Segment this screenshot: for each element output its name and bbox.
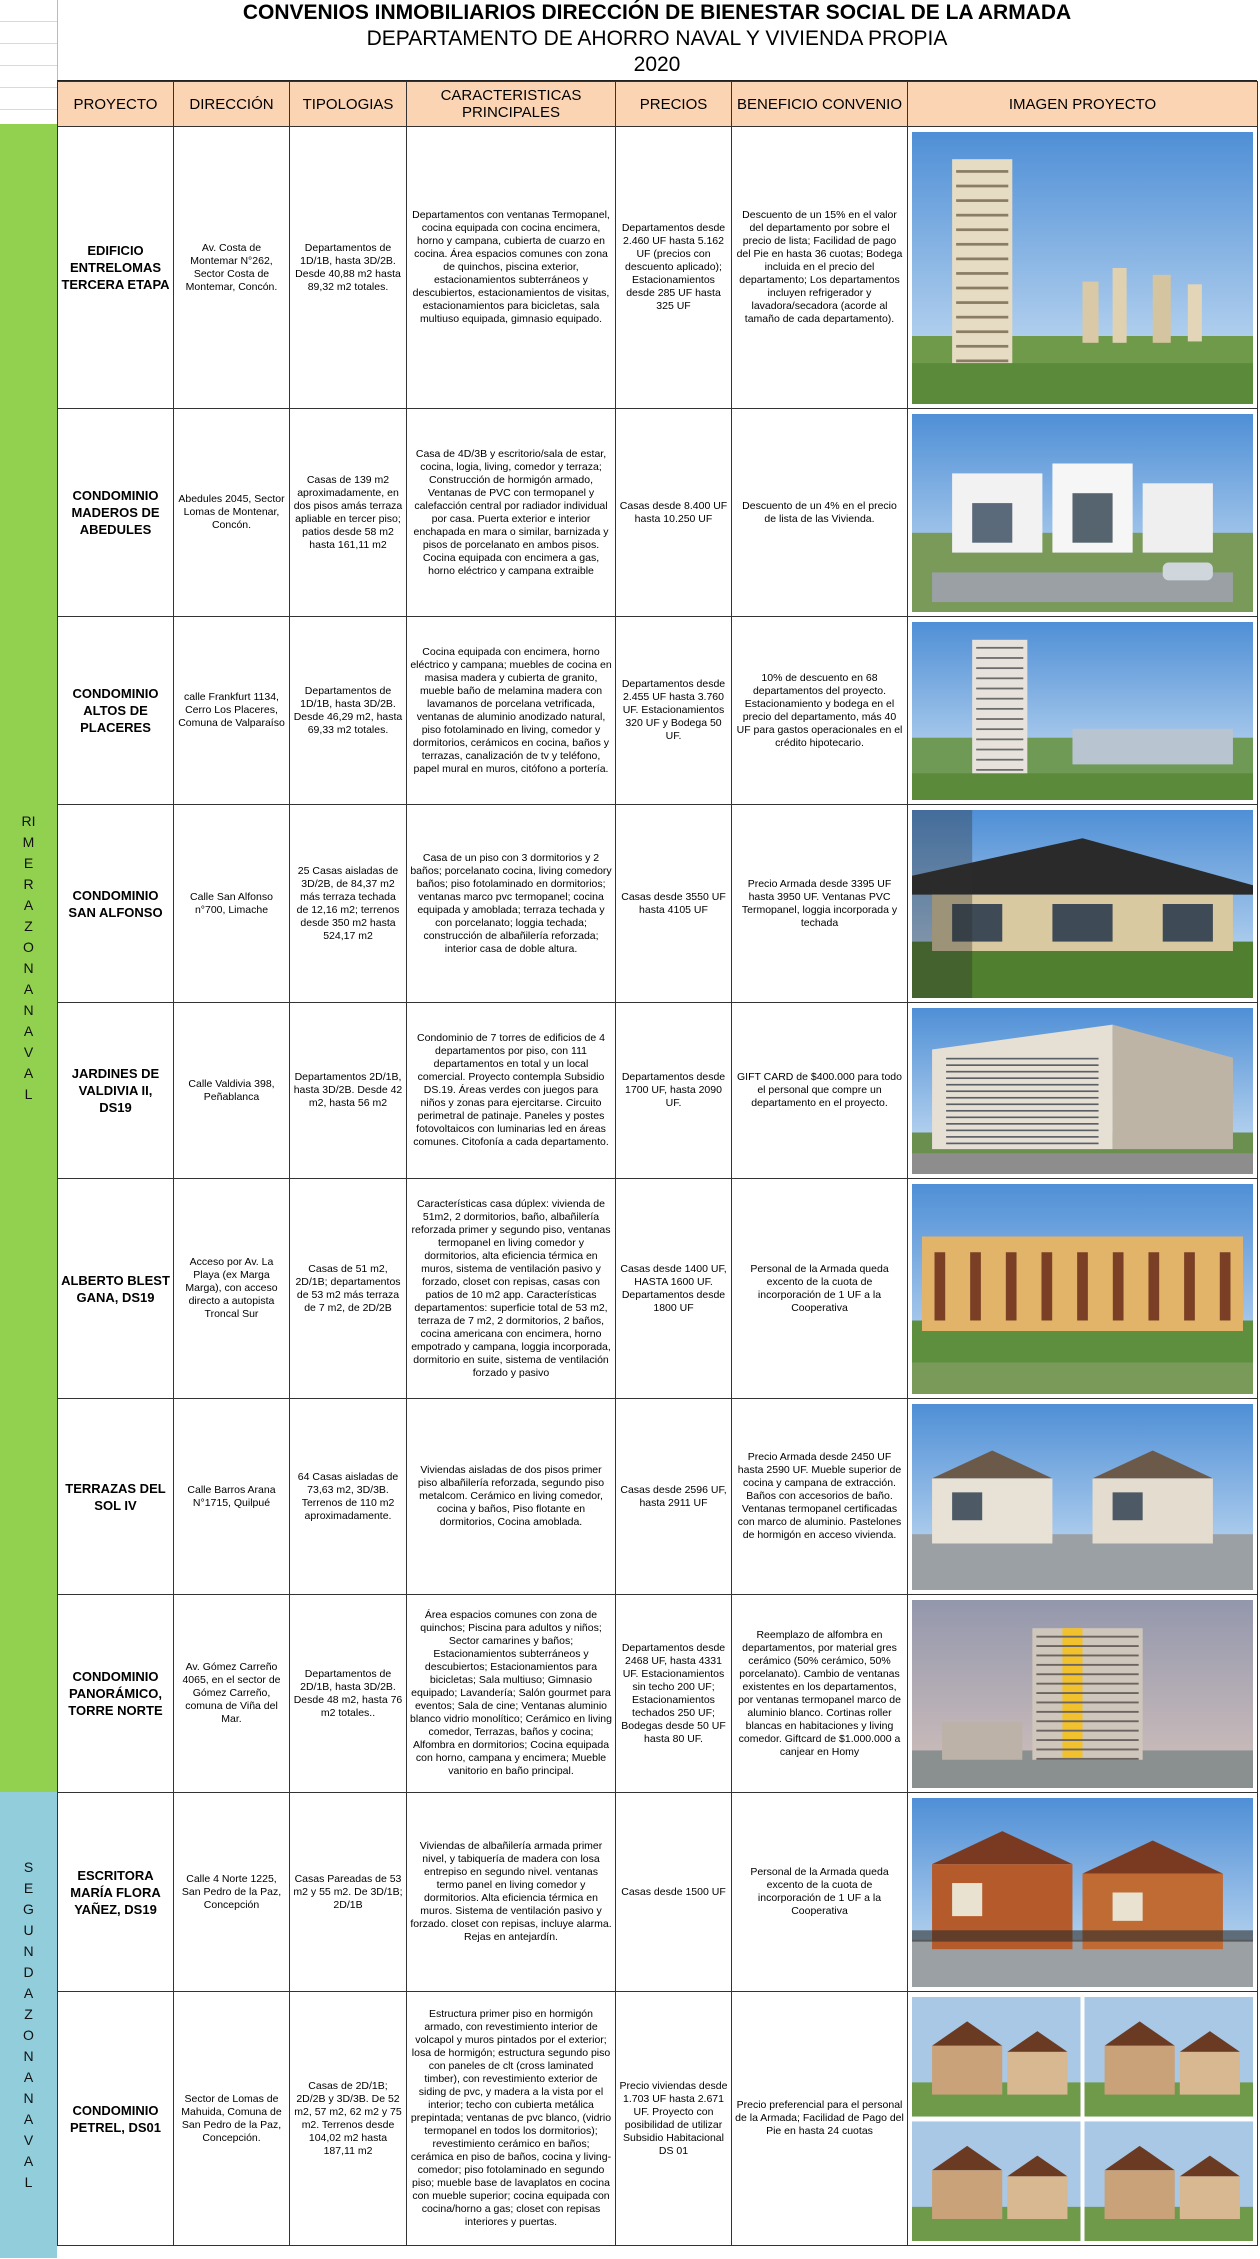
cell-imagen [908, 1595, 1258, 1793]
table-row [58, 617, 1258, 805]
cell-beneficio: Descuento de un 15% en el valor del departamento por sobre el precio de lista; Facilidad de pago del Pie en hasta 36 cuotas; Bodega incluida en el precio del departamento; Los departamentos incluyen refrigerador y lavadora/secadora (acorde al tamaño de cada departamento). [732, 127, 908, 409]
table-row [58, 409, 1258, 617]
cell-direccion: Calle San Alfonso n°700, Limache [174, 805, 290, 1003]
project-image [912, 1997, 1253, 2241]
cell-beneficio: Reemplazo de alfombra en departamentos, por material gres cerámico (50% cerámico, 50% porcelanato). Cambio de ventanas existentes en los departamentos, por ventanas termopanel marco de aluminio blanco. Cortinas roller blancas en habitaciones y living comedor. Giftcard de $1.000.000 a canjear en Homy [732, 1595, 908, 1793]
project-image [912, 1184, 1253, 1394]
cell-imagen [908, 1179, 1258, 1399]
project-image [912, 810, 1253, 998]
project-image [912, 1798, 1253, 1987]
zone-label-segunda: SEGUNDA ZONA NAVAL [23, 1859, 34, 2190]
cell-caracteristicas: Departamentos con ventanas Termopanel, cocina equipada con cocina encimera, horno y campana, cubierta de cuarzo en cocina. Área espacios comunes con zona de quinchos, piscina exterior, estacionamientos subterráneos y descubiertos, estacionamientos de visitas, estacionamientos para bicicletas, sala multiuso equipada, gimnasio equipado. [407, 127, 616, 409]
project-rendering [912, 414, 1253, 612]
project-image [912, 1404, 1253, 1590]
project-rendering [912, 1997, 1253, 2241]
cell-tipologias: Casas de 2D/1B; 2D/2B y 3D/3B. De 52 m2, 57 m2, 62 m2 y 75 m2. Terrenos desde 104,02 m2 hasta 187,11 m2 [290, 1992, 407, 2246]
table-row [58, 1793, 1258, 1992]
project-image [912, 414, 1253, 612]
table-row [58, 1399, 1258, 1595]
cell-imagen [908, 805, 1258, 1003]
table-header-row [58, 82, 1258, 127]
cell-imagen [908, 1793, 1258, 1992]
cell-proyecto: CONDOMINIO SAN ALFONSO [58, 805, 174, 1003]
cell-imagen [908, 1003, 1258, 1179]
cell-imagen [908, 1992, 1258, 2246]
project-image [912, 1600, 1253, 1788]
project-rendering [912, 622, 1253, 800]
cell-precios: Casas desde 1400 UF, HASTA 1600 UF. Departamentos desde 1800 UF [616, 1179, 732, 1399]
cell-direccion: Av. Gómez Carreño 4065, en el sector de Gómez Carreño, comuna de Viña del Mar. [174, 1595, 290, 1793]
cell-caracteristicas: Estructura primer piso en hormigón armado, con revestimiento interior de volcapol y muros pintados por el exterior; losa de hormigón; estructura segundo piso con paneles de clt (cross laminated timber), con revestimiento exterior de siding de pvc, y madera a la vista por el interior; techo con cubierta metálica prepintada; ventanas de pvc blanco, (vidrio termopanel en todos los dormitorios); revestimiento cerámico en baños; cerámica en piso de baños, cocina y living-comedor; piso fotolaminado en segundo piso; mueble base de lavaplatos en cocina con mueble superior; cocina equipada con cocina/horno a gas; closet con repisas interiores y puertas. [407, 1992, 616, 2246]
cell-beneficio: Personal de la Armada queda excento de la cuota de incorporación de 1 UF a la Cooperativa [732, 1793, 908, 1992]
cell-proyecto: CONDOMINIO ALTOS DE PLACERES [58, 617, 174, 805]
cell-proyecto: ESCRITORA MARÍA FLORA YAÑEZ, DS19 [58, 1793, 174, 1992]
table-row [58, 1595, 1258, 1793]
spreadsheet-row-gutter [0, 0, 58, 124]
project-rendering [912, 132, 1253, 404]
cell-tipologias: Casas Pareadas de 53 m2 y 55 m2. De 3D/1B; 2D/1B [290, 1793, 407, 1992]
cell-proyecto: CONDOMINIO PETREL, DS01 [58, 1992, 174, 2246]
project-rendering [912, 1404, 1253, 1590]
cell-proyecto: TERRAZAS DEL SOL IV [58, 1399, 174, 1595]
cell-proyecto: CONDOMINIO MADEROS DE ABEDULES [58, 409, 174, 617]
cell-direccion: Calle Valdivia 398, Peñablanca [174, 1003, 290, 1179]
cell-caracteristicas: Casa de un piso con 3 dormitorios y 2 baños; porcelanato cocina, living comedory baños; piso fotolaminado en dormitorios; ventanas marco pvc termopanel; cocina equipada y amoblada; terraza techada y con porcelanato; loggia techada; construcción de albañilería reforzada; interior casa de doble altura. [407, 805, 616, 1003]
cell-proyecto: CONDOMINIO PANORÁMICO, TORRE NORTE [58, 1595, 174, 1793]
col-header-tipologias: TIPOLOGIAS [290, 82, 407, 127]
project-image [912, 132, 1253, 404]
cell-precios: Precio viviendas desde 1.703 UF hasta 2.671 UF. Proyecto con posibilidad de utilizar Subsidio Habitacional DS 01 [616, 1992, 732, 2246]
cell-proyecto: EDIFICIO ENTRELOMAS TERCERA ETAPA [58, 127, 174, 409]
table-row [58, 1003, 1258, 1179]
cell-caracteristicas: Viviendas de albañilería armada primer nivel, y tabiquería de madera con losa entrepiso en segundo nivel. ventanas termo panel en living comedor y dormitorios. Alta eficiencia térmica en muros. Sistema de ventilación pasivo y forzado. closet con repisas, incluye alarma. Rejas en antejardín. [407, 1793, 616, 1992]
cell-imagen [908, 409, 1258, 617]
project-image [912, 1008, 1253, 1174]
cell-caracteristicas: Viviendas aisladas de dos pisos primer piso albañilería reforzada, segundo piso metalcom. Cerámico en living comedor, cocina y baños, Piso flotante en dormitorios, Cocina amoblada. [407, 1399, 616, 1595]
cell-direccion: Abedules 2045, Sector Lomas de Montenar, Concón. [174, 409, 290, 617]
project-rendering [912, 1600, 1253, 1788]
project-rendering [912, 1184, 1253, 1394]
col-header-precios: PRECIOS [616, 82, 732, 127]
cell-caracteristicas: Casa de 4D/3B y escritorio/sala de estar, cocina, logia, living, comedor y terraza; Construcción de hormigón armado, Ventanas de PVC con termopanel y calefacción central por radiador individual por casa. Puerta exterior e interior enchapada en mara o similar, barnizada y pisos de porcelanato en ambos pisos. Cocina equipada con encimera a gas, horno eléctrico y campana extraible [407, 409, 616, 617]
cell-beneficio: Precio Armada desde 3395 UF hasta 3950 UF. Ventanas PVC Termopanel, loggia incorporada y techada [732, 805, 908, 1003]
col-header-caracteristicas: CARACTERISTICAS PRINCIPALES [407, 82, 616, 127]
cell-proyecto: ALBERTO BLEST GANA, DS19 [58, 1179, 174, 1399]
cell-proyecto: JARDINES DE VALDIVIA II, DS19 [58, 1003, 174, 1179]
cell-caracteristicas: Área espacios comunes con zona de quinchos; Piscina para adultos y niños; Sector camarines y baños; Estacionamientos subterráneos y descubiertos; Estacionamientos para bicicletas; Sala multiuso; Gimnasio equipado; Lavandería; Salón gourmet para eventos; Sala de cine; Ventanas aluminio blanco vidrio monolítico; Cerámico en living comedor, Terrazas, baños y cocina; Alfombra en dormitorios; Cocina equipada con horno, campana y encimera; Mueble vanitorio en baño principal. [407, 1595, 616, 1793]
cell-direccion: Acceso por Av. La Playa (ex Marga Marga), con acceso directo a autopista Troncal Sur [174, 1179, 290, 1399]
cell-imagen [908, 1399, 1258, 1595]
document-header [57, 0, 1257, 81]
table-row [58, 1179, 1258, 1399]
cell-tipologias: Departamentos 2D/1B, hasta 3D/2B. Desde 42 m2, hasta 56 m2 [290, 1003, 407, 1179]
document-subtitle: DEPARTAMENTO DE AHORRO NAVAL Y VIVIENDA PROPIA [366, 27, 948, 50]
cell-direccion: Sector de Lomas de Mahuida, Comuna de San Pedro de la Paz, Concepción. [174, 1992, 290, 2246]
cell-beneficio: Personal de la Armada queda excento de la cuota de incorporación de 1 UF a la Cooperativa [732, 1179, 908, 1399]
cell-beneficio: GIFT CARD de $400.000 para todo el personal que compre un departamento en el proyecto. [732, 1003, 908, 1179]
cell-precios: Casas desde 2596 UF, hasta 2911 UF [616, 1399, 732, 1595]
zone-primera-naval [0, 124, 57, 1792]
cell-tipologias: Casas de 51 m2, 2D/1B; departamentos de 53 m2 más terraza de 7 m2, de 2D/2B [290, 1179, 407, 1399]
cell-precios: Departamentos desde 2468 UF, hasta 4331 UF. Estacionamientos sin techo 200 UF; Estacionamientos techados 250 UF; Bodegas desde 50 UF hasta 80 UF. [616, 1595, 732, 1793]
cell-tipologias: 25 Casas aisladas de 3D/2B, de 84,37 m2 más terraza techada de 12,16 m2; terrenos desde 350 m2 hasta 524,17 m2 [290, 805, 407, 1003]
cell-precios: Departamentos desde 1700 UF, hasta 2090 UF. [616, 1003, 732, 1179]
table-row [58, 127, 1258, 409]
table-row [58, 1992, 1258, 2246]
cell-precios: Casas desde 8.400 UF hasta 10.250 UF [616, 409, 732, 617]
project-rendering [912, 1798, 1253, 1987]
document-year: 2020 [633, 53, 681, 76]
cell-tipologias: Casas de 139 m2 aproximadamente, en dos pisos amás terraza apliable en tercer piso; patios desde 58 m2 hasta 161,11 m2 [290, 409, 407, 617]
cell-precios: Departamentos desde 2.460 UF hasta 5.162 UF (precios con descuento aplicado); Estacionamientos desde 285 UF hasta 325 UF [616, 127, 732, 409]
project-rendering [912, 810, 1253, 998]
cell-tipologias: Departamentos de 1D/1B, hasta 3D/2B. Desde 46,29 m2, hasta 69,33 m2 totales. [290, 617, 407, 805]
document-title: CONVENIOS INMOBILIARIOS DIRECCIÓN DE BIENESTAR SOCIAL DE LA ARMADA [242, 1, 1072, 24]
cell-caracteristicas: Cocina equipada con encimera, horno eléctrico y campana; muebles de cocina en masisa madera y cubierta de granito, mueble baño de melamina madera con lavamanos de porcelana vetrificada, ventanas de aluminio anodizado natural, piso fotolaminado en living, comedor y dormitorios, cerámicos en cocina, baños y terrazas, canalización de tv y teléfono, papel mural en muros, citófono a portería. [407, 617, 616, 805]
cell-imagen [908, 617, 1258, 805]
cell-precios: Departamentos desde 2.455 UF hasta 3.760 UF. Estacionamientos 320 UF y Bodega 50 UF. [616, 617, 732, 805]
cell-direccion: Calle 4 Norte 1225, San Pedro de la Paz, Concepción [174, 1793, 290, 1992]
zone-label-primera: RIMERA ZONA NAVAL [21, 813, 36, 1102]
project-rendering [912, 1008, 1253, 1174]
col-header-proyecto: PROYECTO [58, 82, 174, 127]
cell-precios: Casas desde 1500 UF [616, 1793, 732, 1992]
zone-segunda-naval [0, 1792, 57, 2258]
cell-precios: Casas desde 3550 UF hasta 4105 UF [616, 805, 732, 1003]
cell-beneficio: Descuento de un 4% en el precio de lista de las Vivienda. [732, 409, 908, 617]
cell-beneficio: Precio Armada desde 2450 UF hasta 2590 UF. Mueble superior de cocina y campana de extracción. Baños con accesorios de baño. Ventanas termopanel certificadas con marco de aluminio. Pastelones de hormigón en acceso vivienda. [732, 1399, 908, 1595]
project-image [912, 622, 1253, 800]
col-header-direccion: DIRECCIÓN [174, 82, 290, 127]
cell-tipologias: Departamentos de 1D/1B, hasta 3D/2B. Desde 40,88 m2 hasta 89,32 m2 totales. [290, 127, 407, 409]
col-header-imagen: IMAGEN PROYECTO [908, 82, 1258, 127]
table-row [58, 805, 1258, 1003]
cell-caracteristicas: Condominio de 7 torres de edificios de 4 departamentos por piso, con 111 departamentos en total y un local comercial. Proyecto contempla Subsidio DS.19. Áreas verdes con juegos para niños y zonas para ejercitarse. Circuito perimetral de patinaje. Paneles y postes fotovoltaicos con luminarias led en áreas comunes. Citofonía a cada departamento. [407, 1003, 616, 1179]
col-header-beneficio: BENEFICIO CONVENIO [732, 82, 908, 127]
cell-direccion: calle Frankfurt 1134, Cerro Los Placeres, Comuna de Valparaíso [174, 617, 290, 805]
cell-direccion: Av. Costa de Montemar N°262, Sector Costa de Montemar, Concón. [174, 127, 290, 409]
cell-imagen [908, 127, 1258, 409]
cell-tipologias: Departamentos de 2D/1B, hasta 3D/2B. Desde 48 m2, hasta 76 m2 totales.. [290, 1595, 407, 1793]
projects-table [57, 81, 1258, 2246]
cell-caracteristicas: Características casa dúplex: vivienda de 51m2, 2 dormitorios, baño, albañilería reforzada primer y segundo piso, ventanas termopanel en living comedor y dormitorios, alta eficiencia térmica en muros, sistema de ventilación pasivo y forzado, closet con repisas, casas con patios de 10 m2 app. Características departamentos: superficie total de 53 m2, terraza de 7 m2, 2 dormitorios, 2 baños, cocina americana con encimera, horno empotrado y campana, loggia incorporada, dormitorio en suite, sistema de ventilación forzado y pasivo [407, 1179, 616, 1399]
cell-tipologias: 64 Casas aisladas de 73,63 m2, 3D/3B. Terrenos de 110 m2 aproximadamente. [290, 1399, 407, 1595]
cell-beneficio: Precio preferencial para el personal de la Armada; Facilidad de Pago del Pie en hasta 24 cuotas [732, 1992, 908, 2246]
cell-beneficio: 10% de descuento en 68 departamentos del proyecto. Estacionamiento y bodega en el precio del departamento, más 40 UF para gastos operacionales en el crédito hipotecario. [732, 617, 908, 805]
cell-direccion: Calle Barros Arana N°1715, Quilpué [174, 1399, 290, 1595]
